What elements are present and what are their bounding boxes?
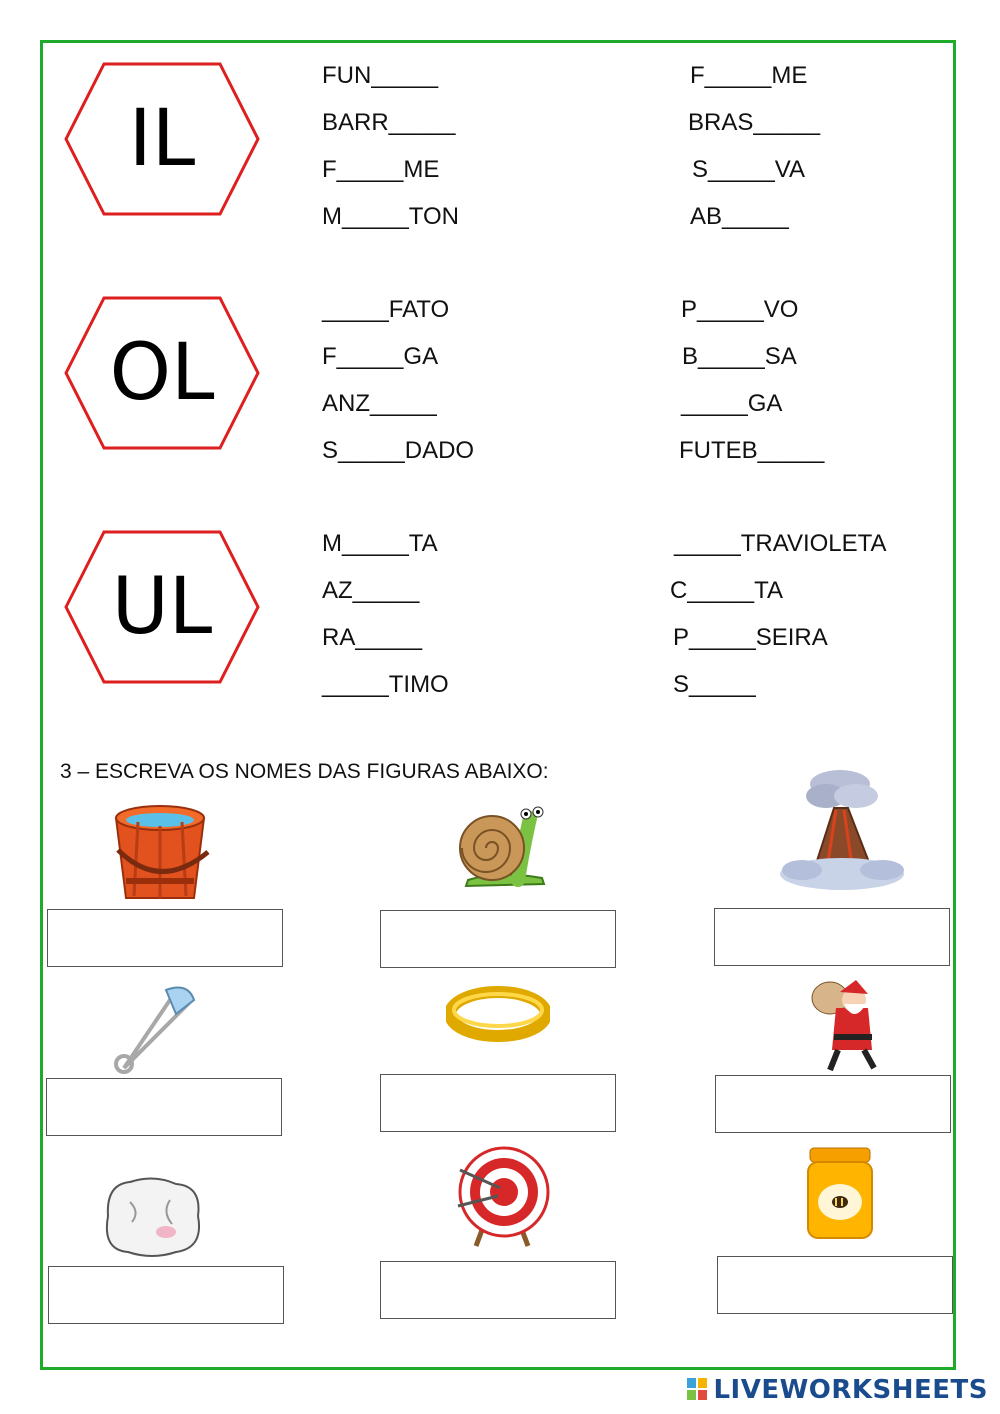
word-blank: F_____ME: [690, 62, 808, 89]
word-blank: AB_____: [690, 203, 789, 230]
answer-box-ring[interactable]: [380, 1074, 616, 1132]
pillow-icon: [100, 1172, 206, 1267]
answer-box-safety-pin[interactable]: [46, 1078, 282, 1136]
instruction-heading: 3 – ESCREVA OS NOMES DAS FIGURAS ABAIXO:: [60, 760, 549, 783]
word-blank: F_____GA: [322, 343, 439, 370]
answer-box-target[interactable]: [380, 1261, 616, 1319]
word-blank: M_____TA: [322, 530, 438, 557]
word-blank: _____GA: [681, 390, 783, 417]
volcano-icon: [776, 766, 908, 899]
word-blank: S_____: [673, 671, 756, 698]
answer-box-volcano[interactable]: [714, 908, 950, 966]
santa-claus-icon: [808, 978, 880, 1079]
liveworksheets-logo-icon: [687, 1378, 709, 1402]
answer-box-santa-claus[interactable]: [715, 1075, 951, 1133]
word-blank: M_____TON: [322, 203, 459, 230]
hexagon-ol: [64, 296, 260, 450]
word-blank: BRAS_____: [688, 109, 821, 136]
word-blank: _____TRAVIOLETA: [674, 530, 887, 557]
answer-box-bucket[interactable]: [47, 909, 283, 967]
word-blank: _____FATO: [322, 296, 450, 323]
snail-icon: [458, 800, 550, 893]
word-blank: P_____SEIRA: [673, 624, 828, 651]
answer-box-snail[interactable]: [380, 910, 616, 968]
safety-pin-icon: [110, 984, 202, 1081]
answer-box-honey-jar[interactable]: [717, 1256, 953, 1314]
honey-jar-icon: [804, 1146, 876, 1245]
hexagon-label: UL: [111, 562, 213, 652]
word-blank: _____TIMO: [322, 671, 449, 698]
word-blank: BARR_____: [322, 109, 456, 136]
word-blank: S_____VA: [692, 156, 805, 183]
word-blank: P_____VO: [681, 296, 799, 323]
footer-brand: LIVEWORKSHEETS: [713, 1375, 988, 1405]
word-blank: C_____TA: [670, 577, 783, 604]
word-blank: FUN_____: [322, 62, 439, 89]
ring-icon: [446, 986, 550, 1047]
hexagon-ul: [64, 530, 260, 684]
word-blank: FUTEB_____: [679, 437, 825, 464]
word-blank: S_____DADO: [322, 437, 475, 464]
word-blank: RA_____: [322, 624, 423, 651]
word-blank: ANZ_____: [322, 390, 437, 417]
bucket-icon: [108, 800, 212, 909]
footer-logo: [687, 1374, 988, 1406]
hexagon-label: OL: [109, 328, 215, 418]
target-icon: [454, 1144, 550, 1253]
hexagon-label: IL: [128, 94, 196, 184]
word-blank: AZ_____: [322, 577, 420, 604]
hexagon-il: [64, 62, 260, 216]
word-blank: F_____ME: [322, 156, 440, 183]
answer-box-pillow[interactable]: [48, 1266, 284, 1324]
word-blank: B_____SA: [682, 343, 797, 370]
